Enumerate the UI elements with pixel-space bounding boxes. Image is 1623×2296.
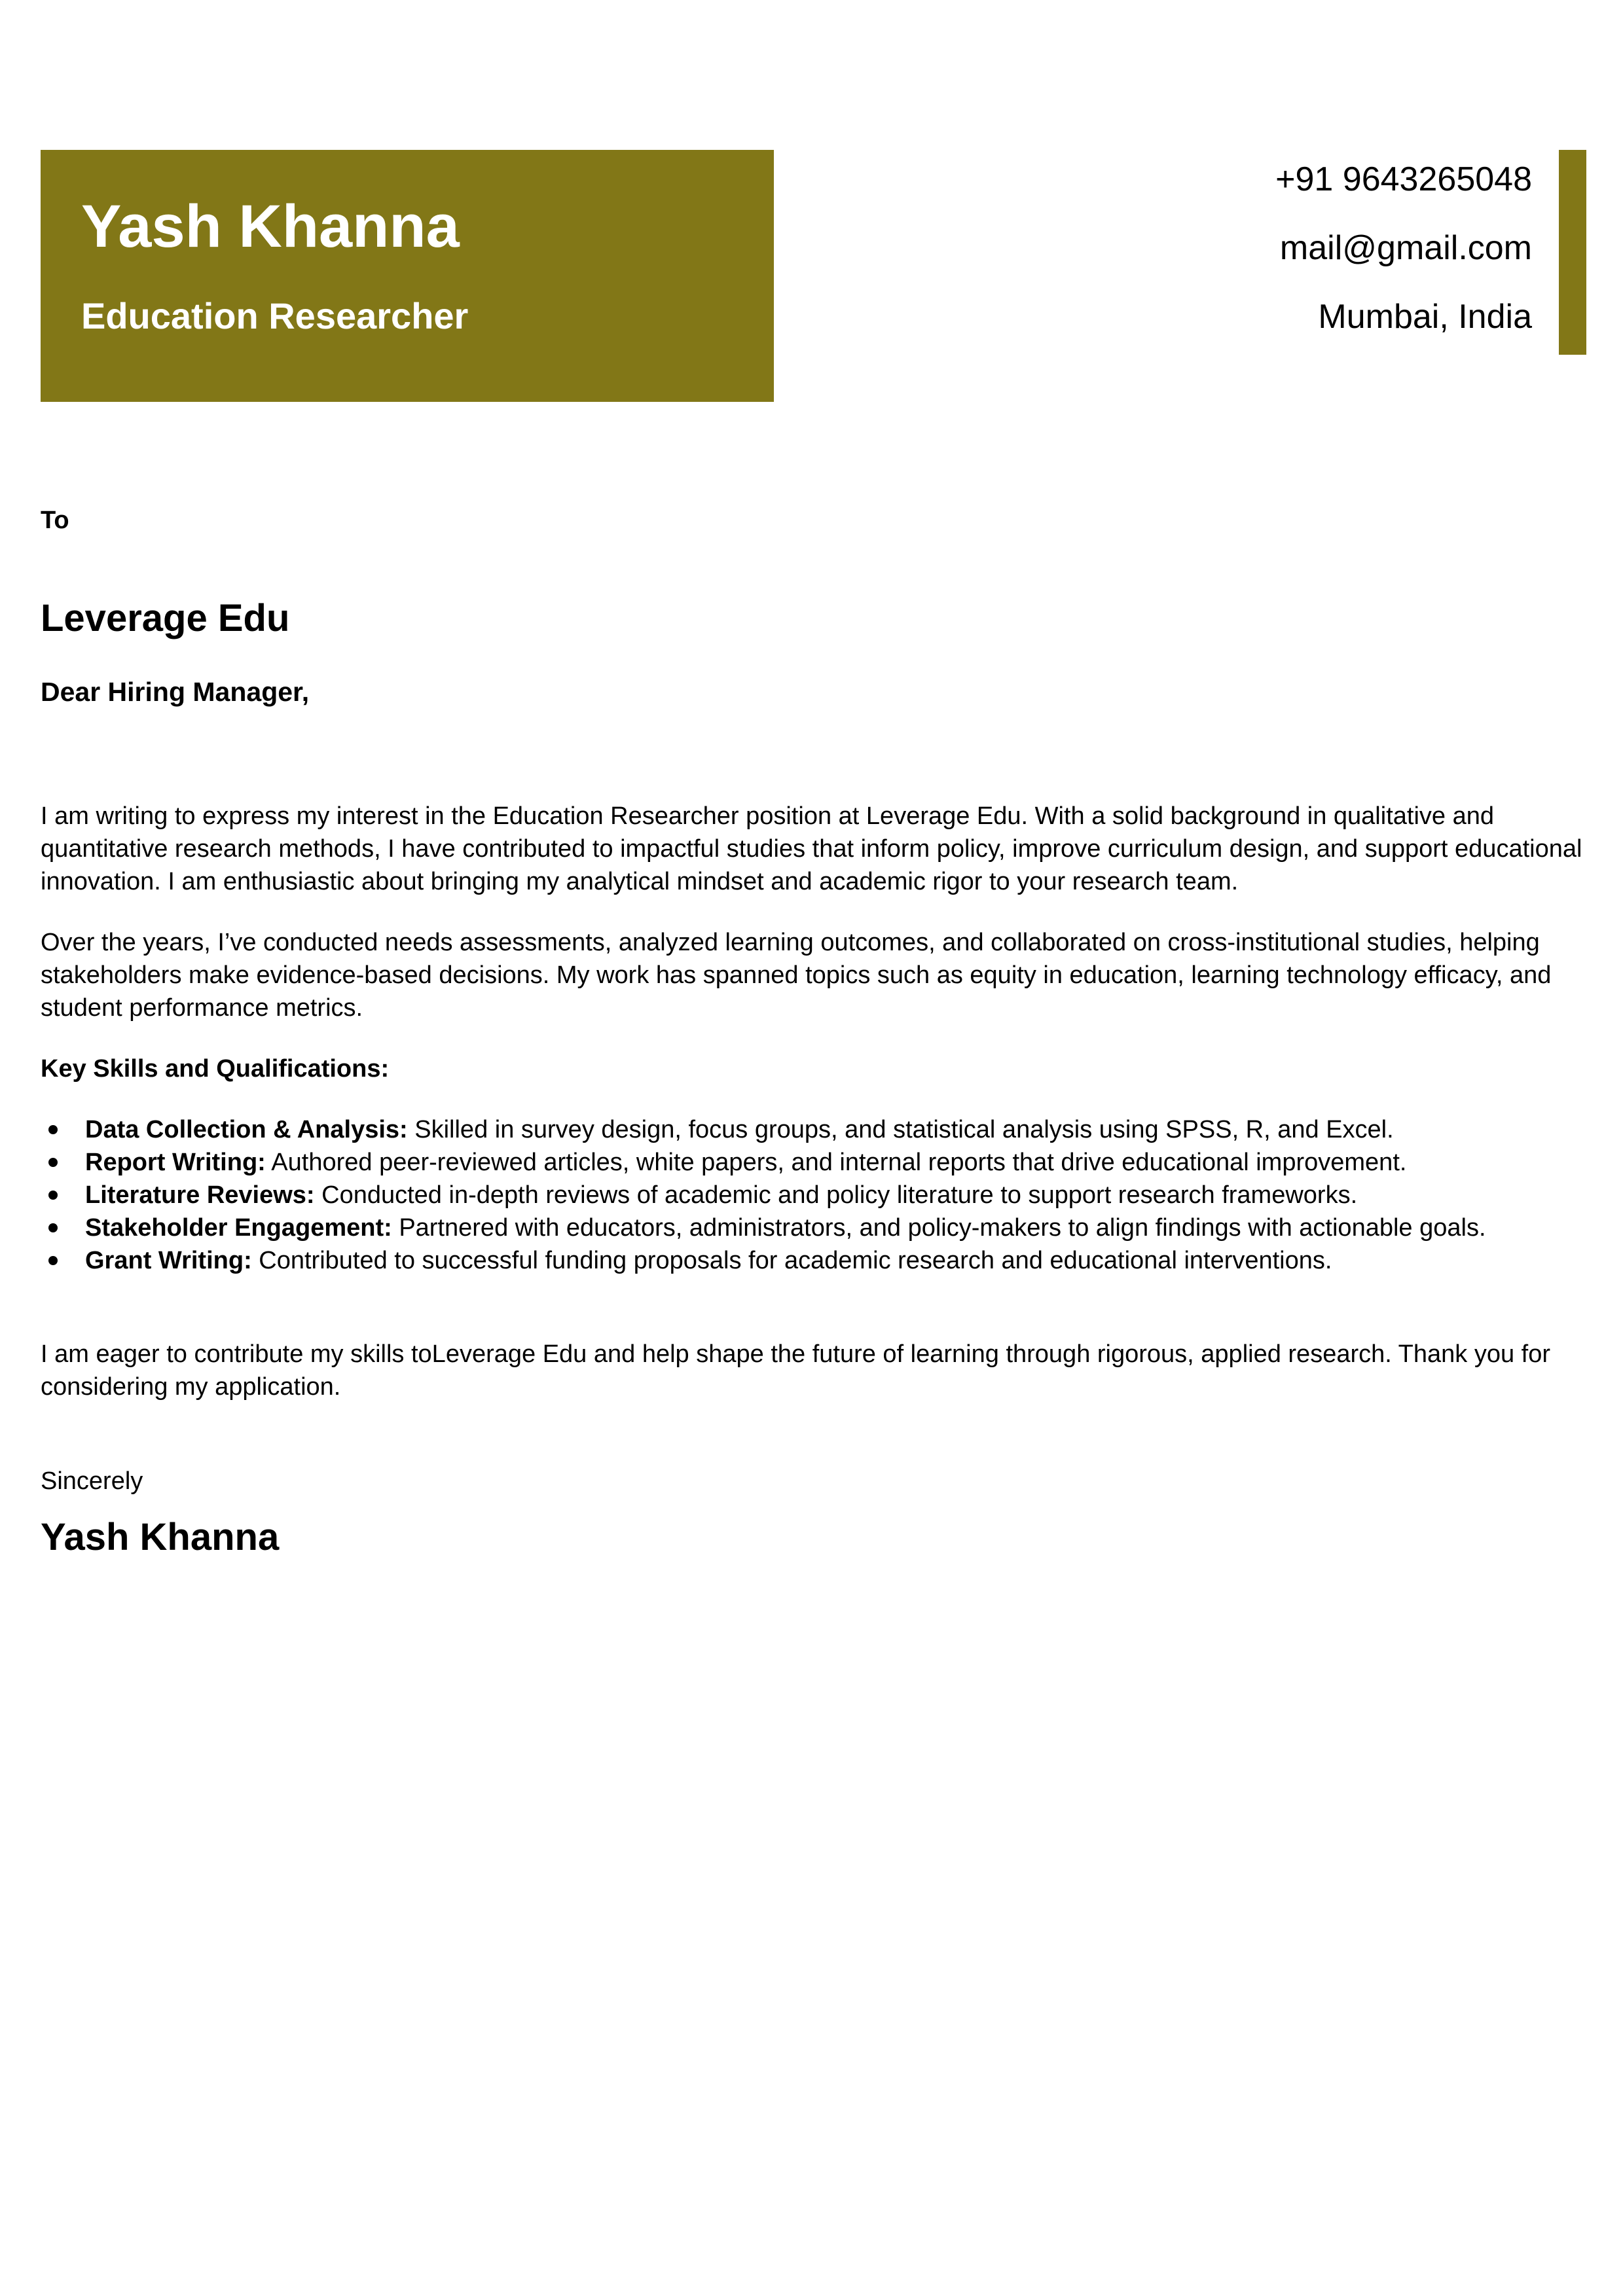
bullet-icon bbox=[48, 1158, 58, 1167]
skill-text: Skilled in survey design, focus groups, and statistical analysis using SPSS, R, and Excel. bbox=[407, 1116, 1394, 1143]
recipient-company: Leverage Edu bbox=[41, 597, 290, 639]
skill-text: Partnered with educators, administrators, and policy-makers to align findings with actionable goals. bbox=[392, 1214, 1486, 1242]
skills-heading: Key Skills and Qualifications: bbox=[41, 1055, 390, 1083]
closing-phrase: Sincerely bbox=[41, 1467, 143, 1495]
paragraph-closing: I am eager to contribute my skills toLeverage Edu and help shape the future of learning through rigorous, applied research. Thank you for considering my application. bbox=[41, 1340, 1551, 1401]
header-banner bbox=[41, 150, 774, 402]
skill-label: Literature Reviews: bbox=[85, 1181, 315, 1209]
list-item bbox=[41, 1179, 1586, 1211]
skill-label: Grant Writing: bbox=[85, 1247, 252, 1274]
list-item bbox=[41, 1244, 1586, 1277]
skill-label: Data Collection & Analysis: bbox=[85, 1116, 408, 1143]
applicant-job-title: Education Researcher bbox=[81, 295, 469, 336]
letter-body bbox=[41, 504, 1586, 1560]
skill-label: Report Writing: bbox=[85, 1149, 266, 1176]
paragraph-intro: I am writing to express my interest in the Education Researcher position at Leverage Edu. With a solid background in qualitative and quantitative research methods, I have contributed to impactful studies that inform policy, improve curriculum design, and support educational innovation. I am enthusiastic about bringing my analytical mindset and academic rigor to your research team. bbox=[41, 802, 1582, 895]
salutation: Dear Hiring Manager, bbox=[41, 677, 310, 707]
skill-text: Contributed to successful funding proposals for academic research and educational interventions. bbox=[251, 1247, 1332, 1274]
bullet-icon bbox=[48, 1191, 58, 1200]
list-item bbox=[41, 1146, 1586, 1179]
bullet-icon bbox=[48, 1125, 58, 1134]
contact-accent-bar bbox=[1559, 150, 1586, 355]
skill-text: Authored peer-reviewed articles, white papers, and internal reports that drive educational improvement. bbox=[265, 1149, 1407, 1176]
list-item bbox=[41, 1211, 1586, 1244]
applicant-name: Yash Khanna bbox=[81, 193, 460, 260]
paragraph-experience: Over the years, I’ve conducted needs assessments, analyzed learning outcomes, and collaborated on cross-institutional studies, helping stakeholders make evidence-based decisions. My work has spanned topics such as equity in education, learning technology efficacy, and student performance metrics. bbox=[41, 929, 1552, 1022]
bullet-icon bbox=[48, 1256, 58, 1265]
list-item bbox=[41, 1113, 1586, 1146]
bullet-icon bbox=[48, 1223, 58, 1232]
recipient-label: To bbox=[41, 507, 69, 534]
signature-name: Yash Khanna bbox=[41, 1516, 280, 1558]
contact-block bbox=[1275, 145, 1532, 351]
skill-label: Stakeholder Engagement: bbox=[85, 1214, 392, 1242]
skill-text: Conducted in-depth reviews of academic and policy literature to support research frameworks. bbox=[314, 1181, 1358, 1209]
contact-location: Mumbai, India bbox=[1318, 298, 1532, 336]
contact-email: mail@gmail.com bbox=[1279, 229, 1532, 267]
skills-list bbox=[41, 1113, 1586, 1277]
contact-phone: +91 9643265048 bbox=[1275, 160, 1532, 198]
